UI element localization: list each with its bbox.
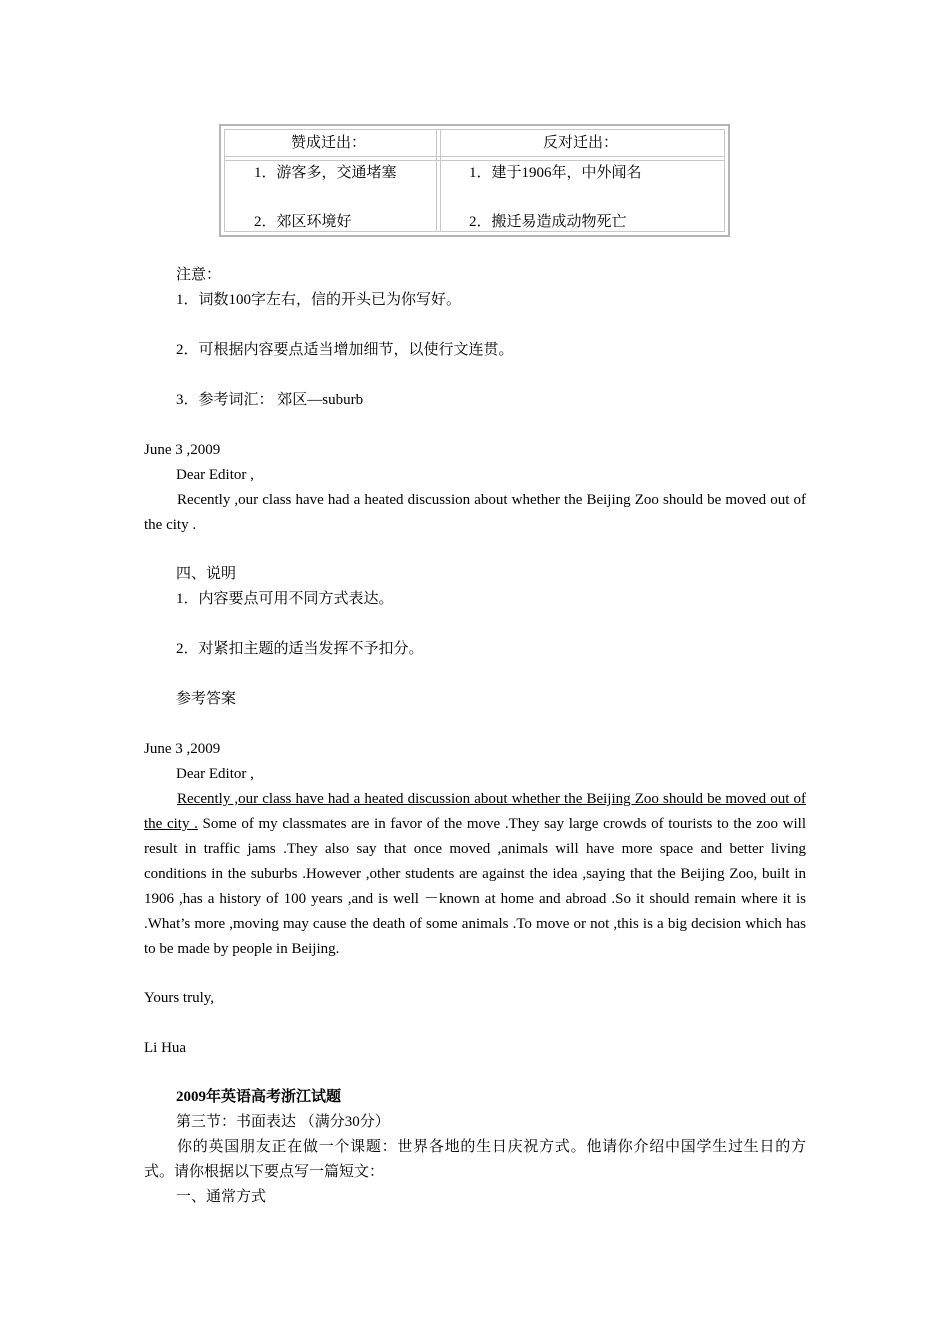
answer-title: 参考答案	[176, 691, 237, 707]
answer-paragraph	[144, 787, 806, 962]
explanation-item-2: 2．对紧扣主题的适当发挥不予扣分。	[176, 641, 424, 657]
next-question-prompt: 你的英国朋友正在做一个课题：世界各地的生日庆祝方式。他请你介绍中国学生过生日的方式。请你根据以下要点写一篇短文：	[144, 1139, 806, 1180]
answer-given-opening: Recently ,our class have had a heated discussion about whether the Beijing Zoo should be moved out of the city .	[144, 791, 806, 832]
table-column-divider	[436, 129, 441, 232]
table-header-for-move: 赞成迁出：	[291, 135, 367, 151]
table-cell-for-1: 1．游客多，交通堵塞	[254, 165, 397, 181]
table-cell-against-2: 2．搬迁易造成动物死亡	[469, 214, 627, 230]
answer-closing: Yours truly,	[144, 990, 215, 1006]
answer-body-text: Some of my classmates are in favor of the move .They say large crowds of tourists to the zoo will result in traffic jams .They also say that once moved ,animals will have more space and better living conditions in the suburbs .However ,other students are against the idea ,saying that the Beijing Zoo, built in 1906 ,has a history of 100 years ,and is well －known at home and abroad .So it should remain where it is .What’s more ,moving may cause the death of some animals .To move or not ,this is a big decision which has to be made by people in Beijing.	[144, 816, 806, 957]
letter-date: June 3 ,2009	[144, 442, 221, 458]
answer-signature: Li Hua	[144, 1040, 187, 1056]
letter-salutation: Dear Editor ,	[176, 467, 254, 483]
table-header-against-move: 反对迁出：	[543, 135, 619, 151]
notes-item-1: 1．词数100字左右，信的开头已为你写好。	[176, 292, 462, 308]
letter-opening-paragraph: Recently ,our class have had a heated discussion about whether the Beijing Zoo should be moved out of the city .	[144, 492, 806, 533]
notes-item-3: 3．参考词汇： 郊区—suburb	[176, 392, 364, 408]
answer-date: June 3 ,2009	[144, 741, 221, 757]
answer-salutation: Dear Editor ,	[176, 766, 254, 782]
table-cell-for-2: 2．郊区环境好	[254, 214, 352, 230]
table-header-divider	[224, 156, 725, 161]
next-question-title: 2009年英语高考浙江试题	[176, 1089, 342, 1105]
next-question-point-1: 一、通常方式	[176, 1189, 267, 1205]
notes-title: 注意：	[176, 267, 222, 283]
explanation-item-1: 1．内容要点可用不同方式表达。	[176, 591, 394, 607]
table-cell-against-1: 1．建于1906年，中外闻名	[469, 165, 642, 181]
next-question-section: 第三节：书面表达 （满分30分）	[176, 1114, 390, 1130]
notes-item-2: 2．可根据内容要点适当增加细节，以使行文连贯。	[176, 342, 514, 358]
explanation-title: 四、说明	[176, 566, 237, 582]
pros-cons-table	[219, 124, 730, 237]
